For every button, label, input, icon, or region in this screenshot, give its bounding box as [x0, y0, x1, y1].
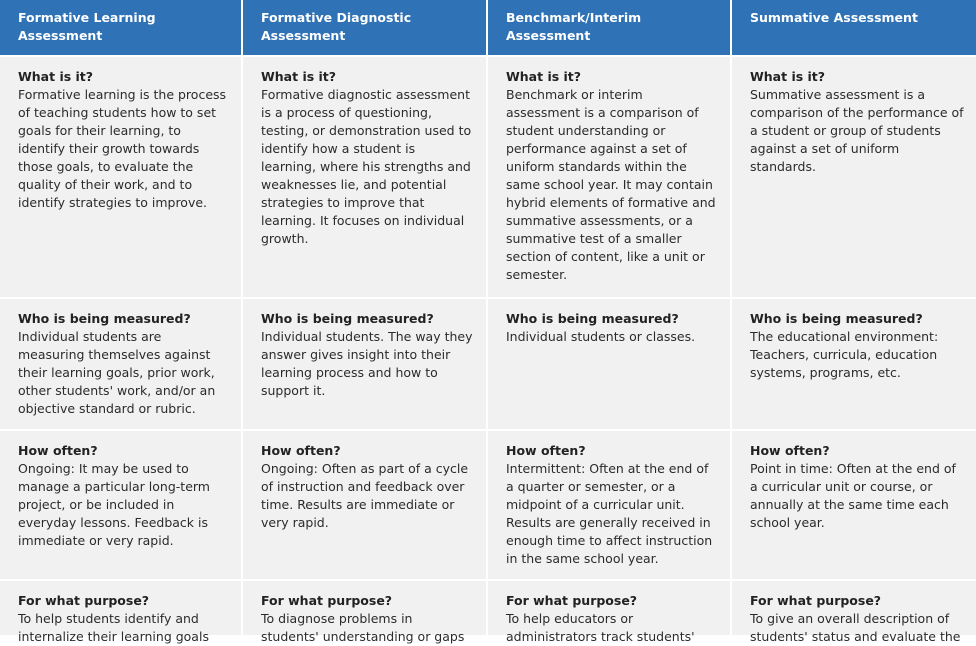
row-question: Who is being measured? [18, 311, 191, 326]
table-cell [488, 57, 730, 297]
cell-answer: Ongoing: Often as part of a cycle of instruction and feedback over time. Results are immediate or very rapid. [261, 461, 469, 530]
table-cell [0, 299, 241, 429]
table-cell [243, 581, 486, 644]
table-cell [732, 581, 976, 644]
cell-answer: Individual students. The way they answer gives insight into their learning process and how to support it. [261, 329, 473, 398]
table-cell [488, 431, 730, 579]
table-cell [243, 299, 486, 429]
cell-answer: Benchmark or interim assessment is a comparison of student understanding or performance against a set of uniform standards within the same school year. It may contain hybrid elements of formative and summative assessments, or a summative test of a smaller section of content, like a unit or semester. [506, 87, 716, 282]
row-question: What is it? [18, 69, 94, 84]
table-cell [243, 431, 486, 579]
table-cell [0, 57, 241, 297]
table-cell [732, 299, 976, 429]
row-question: How often? [261, 443, 341, 458]
row-question: Who is being measured? [750, 311, 923, 326]
cell-answer: Formative learning is the process of teaching students how to set goals for their learning, to identify their growth towards those goals, to evaluate the quality of their work, and to identify strategies to improve. [18, 87, 227, 210]
table-cell [732, 431, 976, 579]
row-question: How often? [506, 443, 586, 458]
row-question: For what purpose? [261, 593, 393, 608]
table-cell [488, 581, 730, 644]
cell-answer: The educational environment: Teachers, curricula, education systems, programs, etc. [750, 329, 939, 380]
row-question: For what purpose? [506, 593, 638, 608]
cell-answer: To give an overall description of students' status and evaluate the [750, 611, 961, 644]
cell-answer: Individual students are measuring themselves against their learning goals, prior work, other students' work, and/or an objective standard or rubric. [18, 329, 216, 416]
column-header-formative-diagnostic: Formative Diagnostic Assessment [243, 0, 486, 55]
cell-answer: Summative assessment is a comparison of the performance of a student or group of students against a set of uniform standards. [750, 87, 964, 174]
cell-answer: To diagnose problems in students' understanding or gaps [261, 611, 465, 644]
column-header-formative-learning: Formative Learning Assessment [0, 0, 241, 55]
row-question: What is it? [750, 69, 826, 84]
cell-answer: To help educators or administrators track students' [506, 611, 695, 644]
row-question: For what purpose? [18, 593, 150, 608]
table-cell [488, 299, 730, 429]
table-cell [0, 431, 241, 579]
cell-answer: Intermittent: Often at the end of a quarter or semester, or a midpoint of a curricular unit. Results are generally received in enough time to affect instruction in the same school year. [506, 461, 713, 566]
column-header-benchmark-interim: Benchmark/Interim Assessment [488, 0, 730, 55]
cell-answer: To help students identify and internalize their learning goals [18, 611, 209, 644]
cell-answer: Point in time: Often at the end of a curricular unit or course, or annually at the same time each school year. [750, 461, 956, 530]
table-cell [0, 581, 241, 644]
column-header-summative: Summative Assessment [732, 0, 976, 55]
table-cell [732, 57, 976, 297]
cell-answer: Individual students or classes. [506, 329, 696, 344]
row-question: For what purpose? [750, 593, 882, 608]
row-question: What is it? [261, 69, 337, 84]
cell-answer: Ongoing: It may be used to manage a particular long-term project, or be included in everyday lessons. Feedback is immediate or very rapid. [18, 461, 210, 548]
cell-answer: Formative diagnostic assessment is a process of questioning, testing, or demonstration used to identify how a student is learning, where his strengths and weaknesses lie, and potential strategies to improve that learning. It focuses on individual growth. [261, 87, 472, 246]
row-question: Who is being measured? [506, 311, 679, 326]
row-question: What is it? [506, 69, 582, 84]
row-question: How often? [750, 443, 830, 458]
row-question: Who is being measured? [261, 311, 434, 326]
table-cell [243, 57, 486, 297]
row-question: How often? [18, 443, 98, 458]
